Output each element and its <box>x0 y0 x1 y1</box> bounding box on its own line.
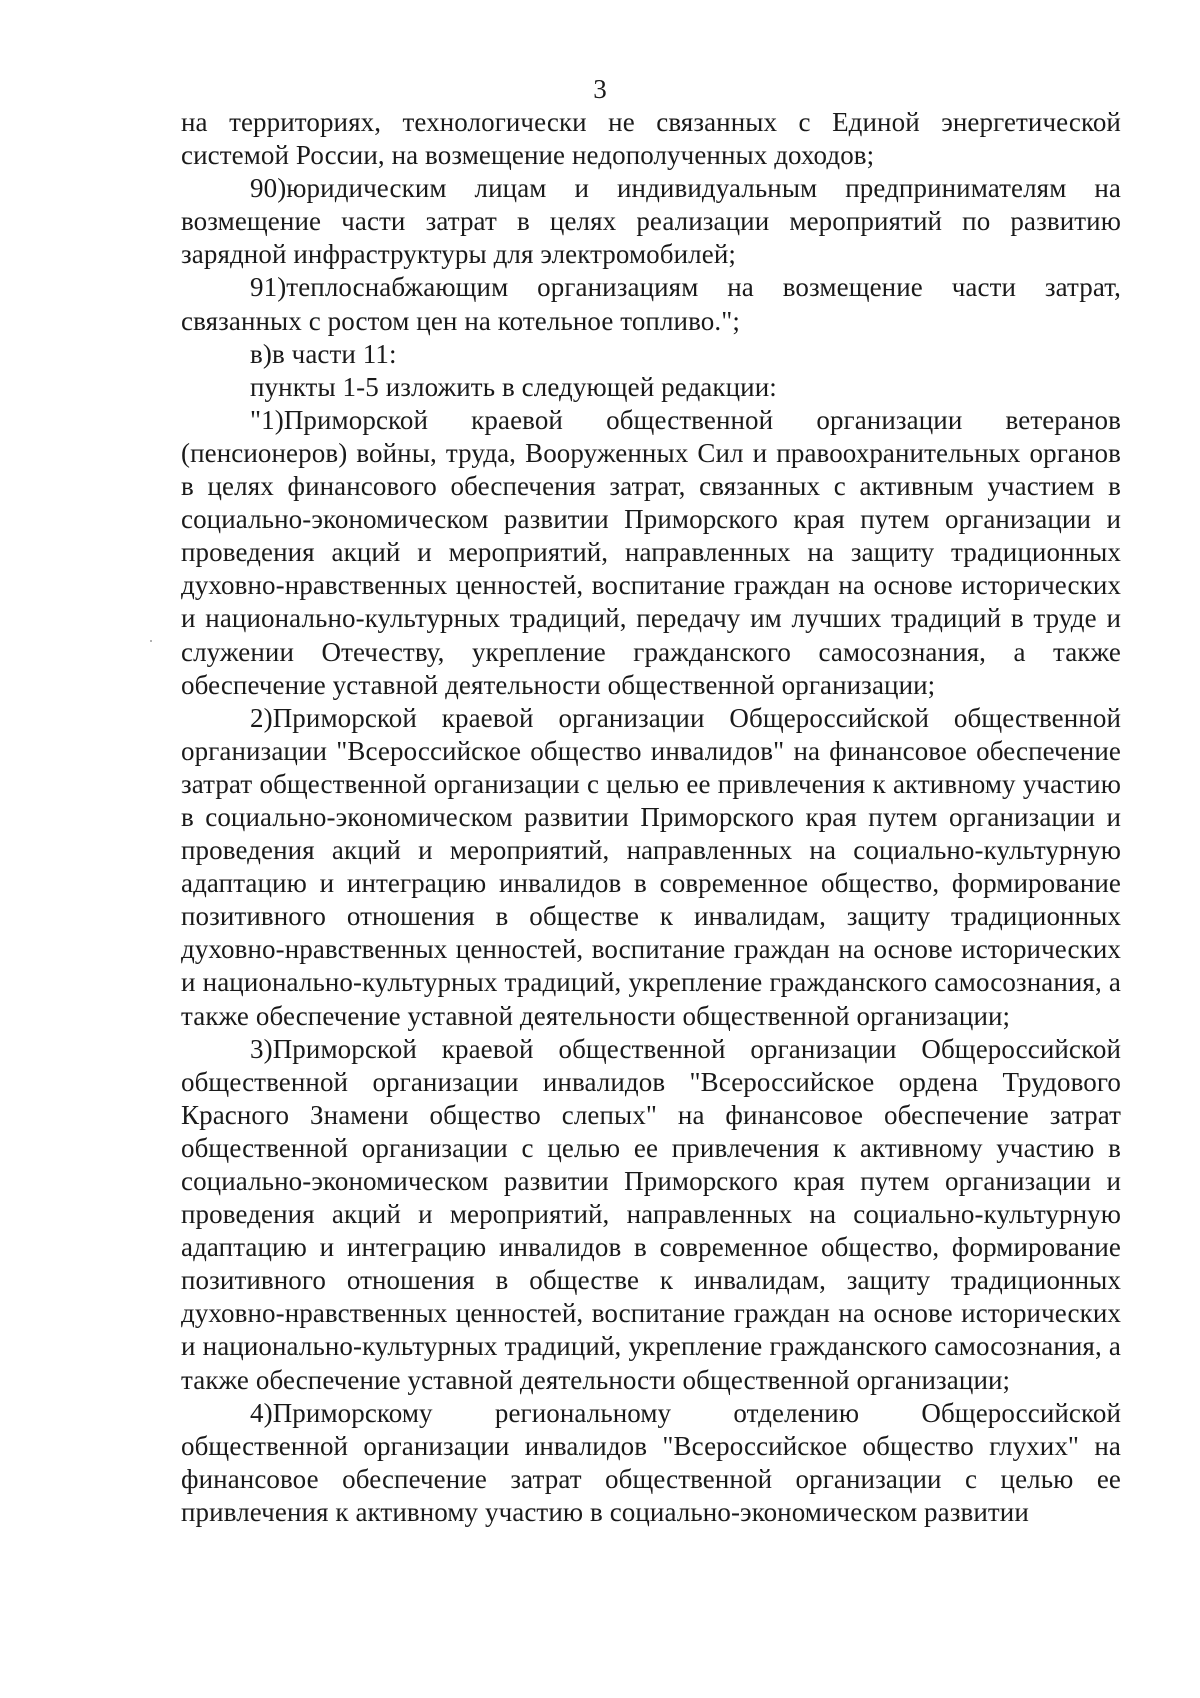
paragraph-item-90: 90)юридическим лицам и индивидуальным предпринимателям на возмещение части затрат в целях реализации мероприятий по развитию зарядной инфраструктуры для электромобилей; <box>181 173 1121 270</box>
paragraph-item-2: 2)Приморской краевой организации Общероссийской общественной организации "Всероссийское общество инвалидов" на финансовое обеспечение затрат общественной организации с целью ее привлечения к активному участию в социально-экономическом развитии Приморского края путем организации и проведения акций и мероприятий, направленных на социально-культурную адаптацию и интеграцию инвалидов в современное общество, формирование позитивного отношения в обществе к инвалидам, защиту традиционных духовно-нравственных ценностей, воспитание граждан на основе исторических и национально-культурных традиций, укрепление гражданского самосознания, а также обеспечение уставной деятельности общественной организации; <box>181 702 1121 1031</box>
paragraph-subitem-v: в)в части 11: <box>250 338 397 369</box>
document-body <box>181 106 1121 1529</box>
paragraph-item-3: 3)Приморской краевой общественной организации Общероссийской общественной организации инвалидов "Всероссийское ордена Трудового Красного Знамени общество слепых" на финансовое обеспечение затрат общественной организации с целью ее привлечения к активному участию в социально-экономическом развитии Приморского края путем организации и проведения акций и мероприятий, направленных на социально-культурную адаптацию и интеграцию инвалидов в современное общество, формирование позитивного отношения в обществе к инвалидам, защиту традиционных духовно-нравственных ценностей, воспитание граждан на основе исторических и национально-культурных традиций, укрепление гражданского самосознания, а также обеспечение уставной деятельности общественной организации; <box>181 1033 1121 1395</box>
scan-speck <box>150 640 152 642</box>
paragraph-continuation: на территориях, технологически не связанных с Единой энергетической системой России, на возмещение недополученных доходов; <box>181 107 1121 171</box>
paragraph-item-91: 91)теплоснабжающим организациям на возмещение части затрат, связанных с ростом цен на котельное топливо."; <box>181 272 1121 336</box>
page-number: 3 <box>593 74 607 104</box>
paragraph-item-4: 4)Приморскому региональному отделению Общероссийской общественной организации инвалидов "Всероссийское общество глухих" на финансовое обеспечение затрат общественной организации с целью ее привлечения к активному участию в социально-экономическом развитии <box>181 1397 1121 1527</box>
paragraph-instruction: пункты 1-5 изложить в следующей редакции: <box>250 371 777 402</box>
paragraph-item-1: "1)Приморской краевой общественной организации ветеранов (пенсионеров) войны, труда, Вооруженных Сил и правоохранительных органов в целях финансового обеспечения затрат, связанных с активным участием в социально-экономическом развитии Приморского края путем организации и проведения акций и мероприятий, направленных на защиту традиционных духовно-нравственных ценностей, воспитание граждан на основе исторических и национально-культурных традиций, передачу им лучших традиций в труде и служении Отечеству, укрепление гражданского самосознания, а также обеспечение уставной деятельности общественной организации; <box>181 404 1121 700</box>
